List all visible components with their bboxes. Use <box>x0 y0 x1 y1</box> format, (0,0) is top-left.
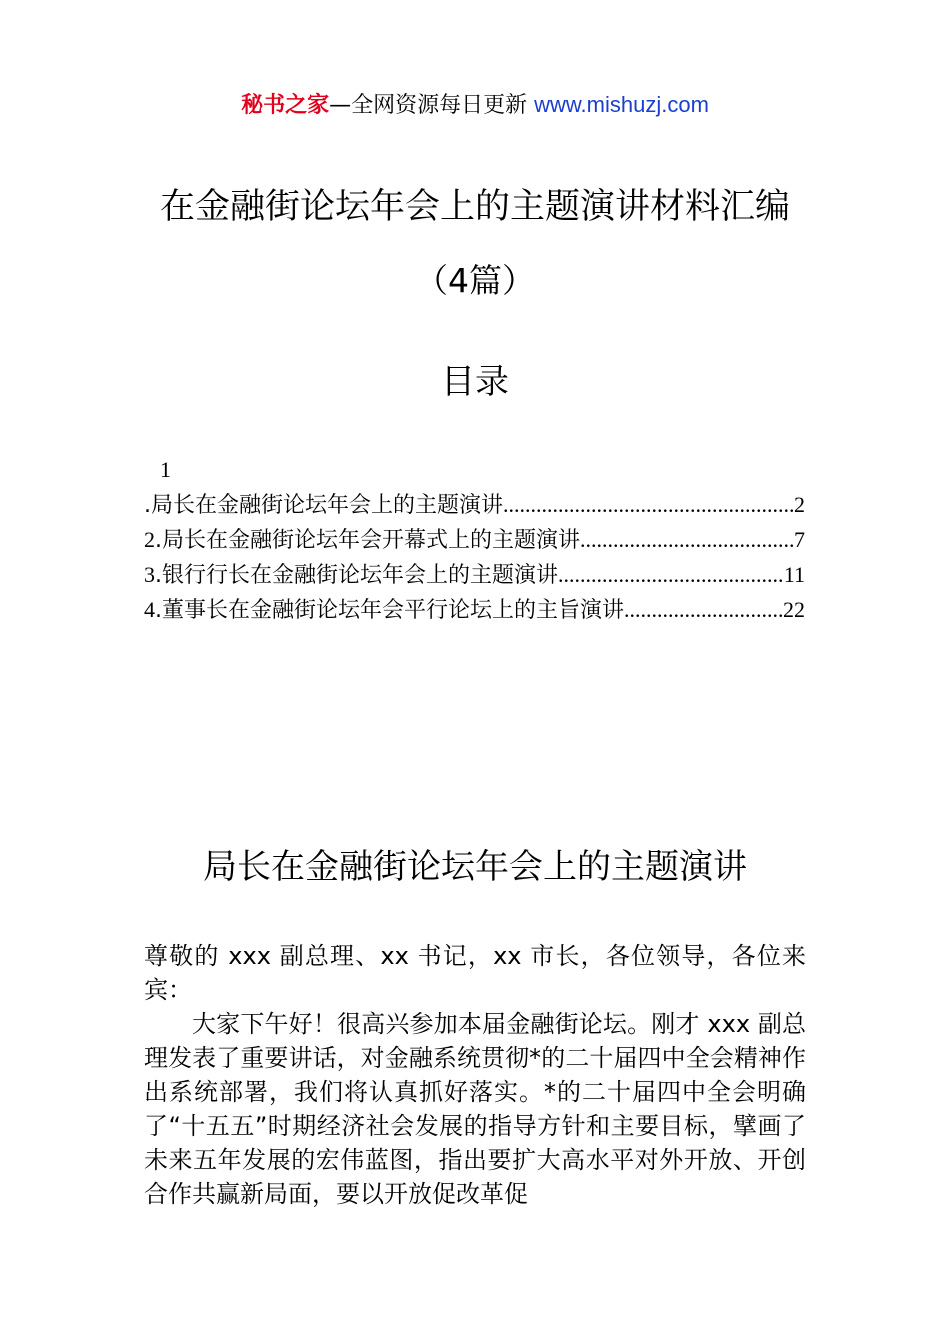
site-url-link[interactable]: www.mishuzj.com <box>534 92 709 117</box>
toc-item-number: 1 <box>160 457 171 482</box>
toc-entry[interactable] <box>144 522 805 557</box>
table-of-contents <box>144 487 805 627</box>
toc-page-number: 2 <box>794 492 805 517</box>
toc-leader <box>624 592 783 627</box>
toc-entry-label: 2.局长在金融街论坛年会开幕式上的主题演讲 <box>144 527 580 553</box>
brand-name: 秘书之家 <box>241 93 330 118</box>
toc-leader <box>580 522 794 557</box>
toc-entry-label: 3.银行行长在金融街论坛年会上的主题演讲 <box>144 562 558 588</box>
toc-heading: 目录 <box>441 362 509 402</box>
toc-page-number: 22 <box>783 597 805 622</box>
toc-entry[interactable] <box>144 592 805 627</box>
document-subtitle: （4篇） <box>415 261 535 300</box>
toc-page-number: 11 <box>783 562 805 587</box>
header-tagline: —全网资源每日更新 <box>329 93 535 118</box>
toc-entry-label: .局长在金融街论坛年会上的主题演讲 <box>144 493 503 518</box>
section-title: 局长在金融街论坛年会上的主题演讲 <box>203 847 747 887</box>
document-title: 在金融街论坛年会上的主题演讲材料汇编 <box>159 187 790 227</box>
toc-leader <box>503 487 794 522</box>
body-text <box>144 939 806 1211</box>
toc-leader <box>558 557 784 592</box>
toc-entry[interactable] <box>144 487 805 522</box>
site-header <box>0 88 950 123</box>
toc-page-number: 7 <box>794 527 805 552</box>
toc-entry-label: 4.董事长在金融街论坛年会平行论坛上的主旨演讲 <box>144 597 624 623</box>
body-paragraph: 大家下午好！很高兴参加本届金融街论坛。刚才 xxx 副总理发表了重要讲话，对金融系统贯彻*的二十届四中全会精神作出系统部署，我们将认真抓好落实。*的二十届四中全会明确了“十五五”时期经济社会发展的指导方针和主要目标，擘画了未来五年发展的宏伟蓝图，指出要扩大高水平对外开放、开创合作共赢新局面，要以开放促改革促 <box>144 1010 806 1208</box>
toc-entry[interactable] <box>144 557 805 592</box>
salutation: 尊敬的 xxx 副总理、xx 书记，xx 市长，各位领导，各位来宾： <box>144 942 806 1004</box>
